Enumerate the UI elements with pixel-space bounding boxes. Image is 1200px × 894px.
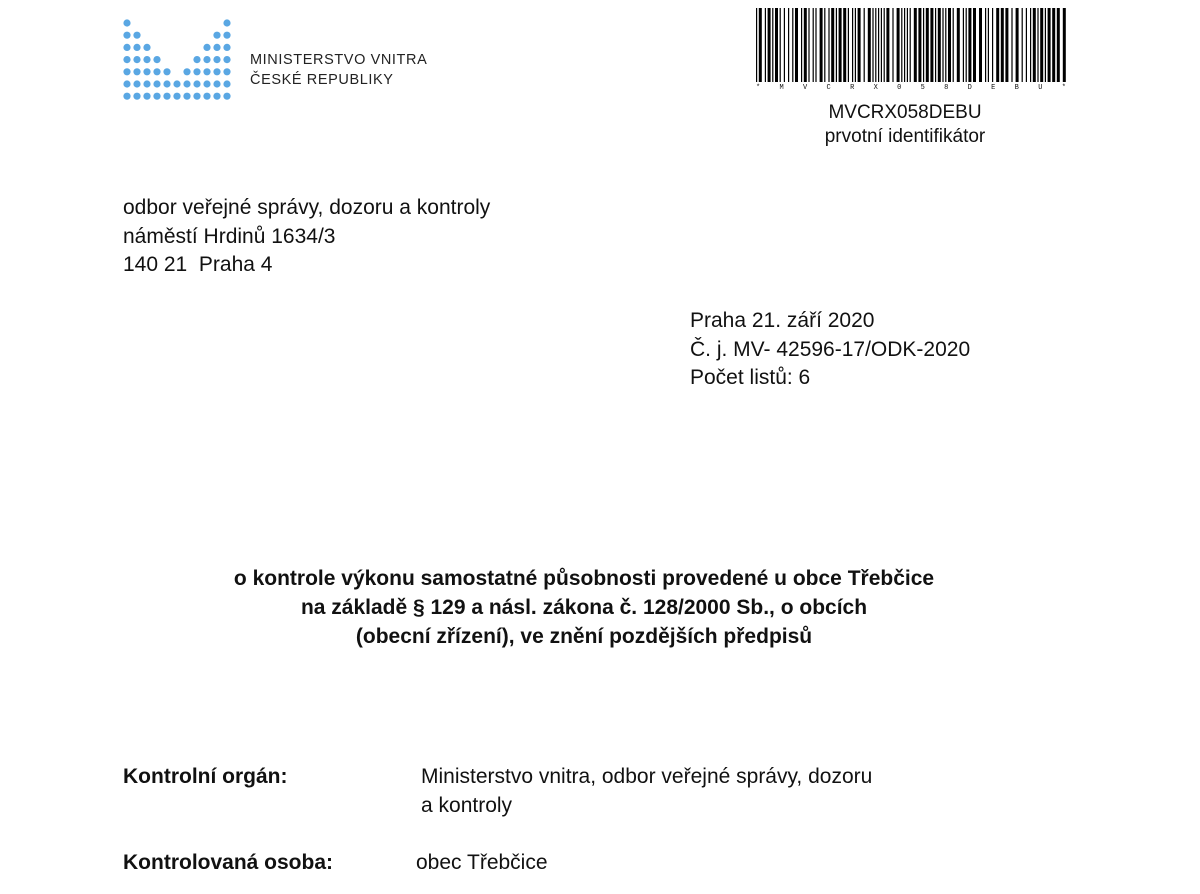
control-body-label: Kontrolní orgán:	[123, 765, 288, 788]
controlled-person-value: obec Třebčice	[416, 851, 548, 874]
sender-city: 140 21 Praha 4	[123, 253, 273, 276]
title-line-3: (obecní zřízení), ve znění pozdějších předpisů	[355, 625, 813, 648]
control-body-value	[421, 762, 872, 820]
barcode-char: C	[826, 84, 831, 92]
barcode-char: E	[991, 84, 996, 92]
barcode-char: V	[803, 84, 808, 92]
sender-street: náměstí Hrdinů 1634/3	[123, 224, 336, 248]
barcode-char: 5	[920, 84, 925, 92]
sender-address	[123, 194, 490, 280]
ministry-logo-icon	[122, 18, 232, 104]
ministry-logo-text	[250, 50, 427, 90]
barcode-char: 0	[897, 84, 902, 92]
logo-line-2: ČESKÉ REPUBLIKY	[250, 72, 394, 88]
barcode-char: D	[967, 84, 972, 92]
document-sheet-count: Počet listů: 6	[690, 366, 811, 389]
barcode-char: R	[850, 84, 855, 92]
barcode-char: U	[1038, 84, 1043, 92]
control-body-value-line-1: Ministerstvo vnitra, odbor veřejné správy, dozoru	[421, 765, 873, 788]
barcode-identifier: MVCRX058DEBU	[828, 102, 982, 123]
logo-line-1: MINISTERSTVO VNITRA	[250, 52, 428, 68]
barcode-char: *	[756, 84, 761, 92]
barcode-caption: prvotní identifikátor	[824, 126, 986, 147]
document-meta	[690, 307, 970, 393]
barcode-icon	[756, 8, 1066, 82]
barcode-char: *	[1061, 84, 1066, 92]
barcode-human-readable	[756, 84, 1066, 92]
barcode-char: X	[873, 84, 878, 92]
document-date: Praha 21. září 2020	[690, 309, 875, 332]
control-body-value-line-2: a kontroly	[421, 794, 513, 817]
document-title	[0, 564, 1168, 651]
sender-department: odbor veřejné správy, dozoru a kontroly	[123, 196, 491, 219]
document-reference: Č. j. MV- 42596-17/ODK-2020	[690, 337, 971, 361]
title-line-2: na základě § 129 a násl. zákona č. 128/2000 Sb., o obcích	[300, 596, 868, 619]
barcode-char: M	[779, 84, 784, 92]
barcode-char: 8	[944, 84, 949, 92]
controlled-person-label: Kontrolovaná osoba:	[123, 851, 334, 874]
title-line-1: o kontrole výkonu samostatné působnosti provedené u obce Třebčice	[233, 567, 935, 590]
barcode-char: B	[1014, 84, 1019, 92]
